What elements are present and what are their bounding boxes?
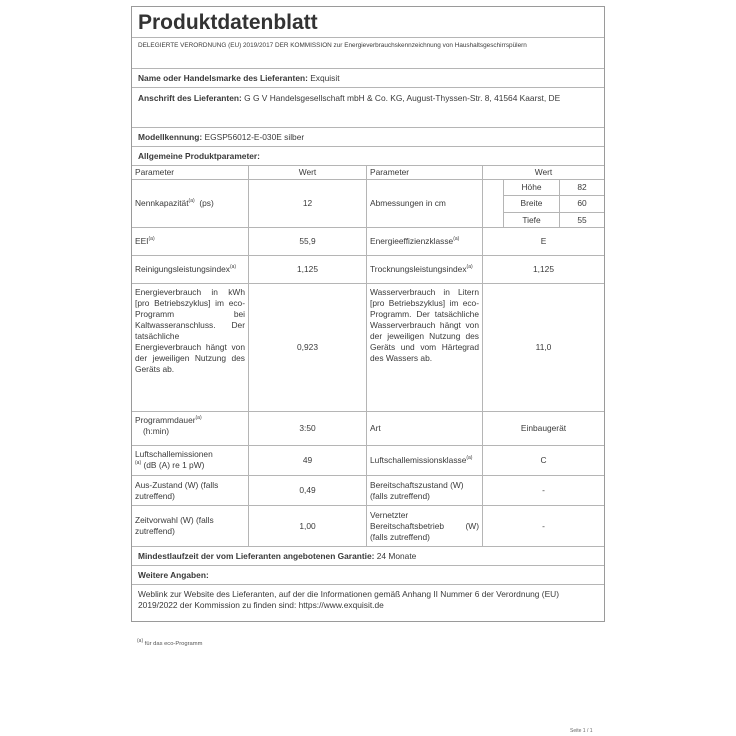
footnote xyxy=(137,638,203,647)
product-data-sheet xyxy=(131,6,605,622)
standby-label: Bereitschaftszustand (W) (falls zutreffend) xyxy=(367,476,483,506)
off-mode-value: 0,49 xyxy=(249,476,367,506)
cleaning-value: 1,125 xyxy=(249,256,367,284)
drying-value: 1,125 xyxy=(483,256,604,284)
eei-label: EEI xyxy=(135,236,149,246)
off-mode-label: Aus-Zustand (W) (falls zutreffend) xyxy=(132,476,249,506)
table-header-parameter-2: Parameter xyxy=(367,166,483,180)
parameter-table xyxy=(132,166,604,547)
networked-standby-value: - xyxy=(483,506,604,547)
footnote-ref: (a) xyxy=(229,264,237,271)
noise-class-value: C xyxy=(483,446,604,476)
drying-label: Trocknungsleistungsindex xyxy=(370,264,467,274)
cleaning-label: Reinigungsleistungsindex xyxy=(135,264,230,274)
type-label: Art xyxy=(367,412,483,446)
warranty-row xyxy=(132,547,604,566)
warranty-label: Mindestlaufzeit der vom Lieferanten angebotenen Garantie: xyxy=(138,551,375,561)
supplier-address-label: Anschrift des Lieferanten: xyxy=(138,93,242,103)
model-row xyxy=(132,128,604,147)
program-duration-label-cell xyxy=(132,412,249,446)
model-value: EGSP56012-E-030E silber xyxy=(204,132,305,142)
footnote-ref: (a) xyxy=(466,455,473,462)
depth-label: Tiefe xyxy=(504,213,560,228)
supplier-address-row xyxy=(132,88,604,128)
drying-label-cell xyxy=(367,256,483,284)
footnote-ref: (a) xyxy=(135,460,142,467)
noise-label-cell xyxy=(132,446,249,476)
title-bar xyxy=(132,7,604,38)
noise-value: 49 xyxy=(249,446,367,476)
program-duration-value: 3:50 xyxy=(249,412,367,446)
capacity-value: 12 xyxy=(249,180,367,228)
regulation-text: DELEGIERTE VERORDNUNG (EU) 2019/2017 DER KOMMISSION zur Energieverbrauchskennzeichnung von Haushaltsgeschirrspülern xyxy=(132,38,604,69)
warranty-value: 24 Monate xyxy=(376,551,417,561)
capacity-label: Nennkapazität xyxy=(135,198,189,208)
footnote-ref: (a) xyxy=(195,415,202,422)
dimensions-cell xyxy=(483,180,604,228)
footnote-ref: (a) xyxy=(466,264,473,271)
energy-consumption-label: Energieverbrauch in kWh [pro Betriebszyklus] im eco-Programm bei Kaltwasseranschluss. Der tatsächliche Energieverbrauch hängt von der jeweiligen Nutzung des Geräts ab. xyxy=(132,284,249,412)
width-value: 60 xyxy=(560,196,604,212)
footnote-marker: (a) xyxy=(137,638,144,645)
footnote-text: für das eco-Programm xyxy=(144,641,203,647)
model-label: Modellkennung: xyxy=(138,132,203,142)
water-consumption-value: 11,0 xyxy=(483,284,604,412)
supplier-address-value: G G V Handelsgesellschaft mbH & Co. KG, August-Thyssen-Str. 8, 41564 Kaarst, DE xyxy=(244,93,561,103)
energy-class-value: E xyxy=(483,228,604,256)
program-duration-label: Programmdauer xyxy=(135,415,196,425)
table-header-value: Wert xyxy=(249,166,367,180)
dimensions-label: Abmessungen in cm xyxy=(367,180,483,228)
page-title: Produktdatenblatt xyxy=(138,11,318,34)
eei-value: 55,9 xyxy=(249,228,367,256)
width-label: Breite xyxy=(504,196,560,212)
type-value: Einbaugerät xyxy=(483,412,604,446)
water-consumption-label: Wasserverbrauch in Litern [pro Betriebszyklus] im eco-Programm. Der tatsächliche Wasserverbrauch hängt von der jeweiligen Nutzung des Geräts und vom Härtegrad des Wassers ab. xyxy=(367,284,483,412)
capacity-unit: (ps) xyxy=(199,198,214,208)
eei-label-cell xyxy=(132,228,249,256)
energy-class-label: Energieeffizienzklasse xyxy=(370,236,454,246)
depth-value: 55 xyxy=(577,214,587,225)
supplier-name-label: Name oder Handelsmarke des Lieferanten: xyxy=(138,73,308,83)
supplier-name-row xyxy=(132,69,604,88)
dimensions-table xyxy=(504,180,604,227)
networked-standby-label: Vernetzter Bereitschaftsbetrieb (W) (falls zutreffend) xyxy=(367,506,483,547)
program-duration-unit: (h:min) xyxy=(143,426,170,436)
capacity-label-cell xyxy=(132,180,249,228)
weblink-text: Weblink zur Website des Lieferanten, auf der die Informationen gemäß Anhang II Nummer 6 der Verordnung (EU) 2019/2022 der Kommission zu finden sind: https://www.exquisit.de xyxy=(138,589,559,610)
table-header-parameter: Parameter xyxy=(132,166,249,180)
height-value: 82 xyxy=(560,180,604,196)
noise-unit: (dB (A) re 1 pW) xyxy=(143,460,205,470)
noise-class-label: Luftschallemissionsklasse xyxy=(370,455,467,465)
delay-start-label: Zeitvorwahl (W) (falls zutreffend) xyxy=(132,506,249,547)
page-number: Seite 1 / 1 xyxy=(570,728,593,734)
footnote-ref: (a) xyxy=(453,236,460,243)
footnote-ref: (a) xyxy=(188,198,195,205)
noise-label: Luftschallemissionen xyxy=(135,449,213,459)
more-info-heading: Weitere Angaben: xyxy=(132,566,604,585)
footnote-ref: (a) xyxy=(148,236,155,243)
table-header-value-2: Wert xyxy=(483,166,604,180)
supplier-name-value: Exquisit xyxy=(310,73,340,83)
energy-consumption-value: 0,923 xyxy=(249,284,367,412)
energy-class-label-cell xyxy=(367,228,483,256)
standby-value: - xyxy=(483,476,604,506)
cleaning-label-cell xyxy=(132,256,249,284)
noise-class-label-cell xyxy=(367,446,483,476)
general-parameters-heading: Allgemeine Produktparameter: xyxy=(132,147,604,166)
height-label: Höhe xyxy=(504,180,560,196)
delay-start-value: 1,00 xyxy=(249,506,367,547)
